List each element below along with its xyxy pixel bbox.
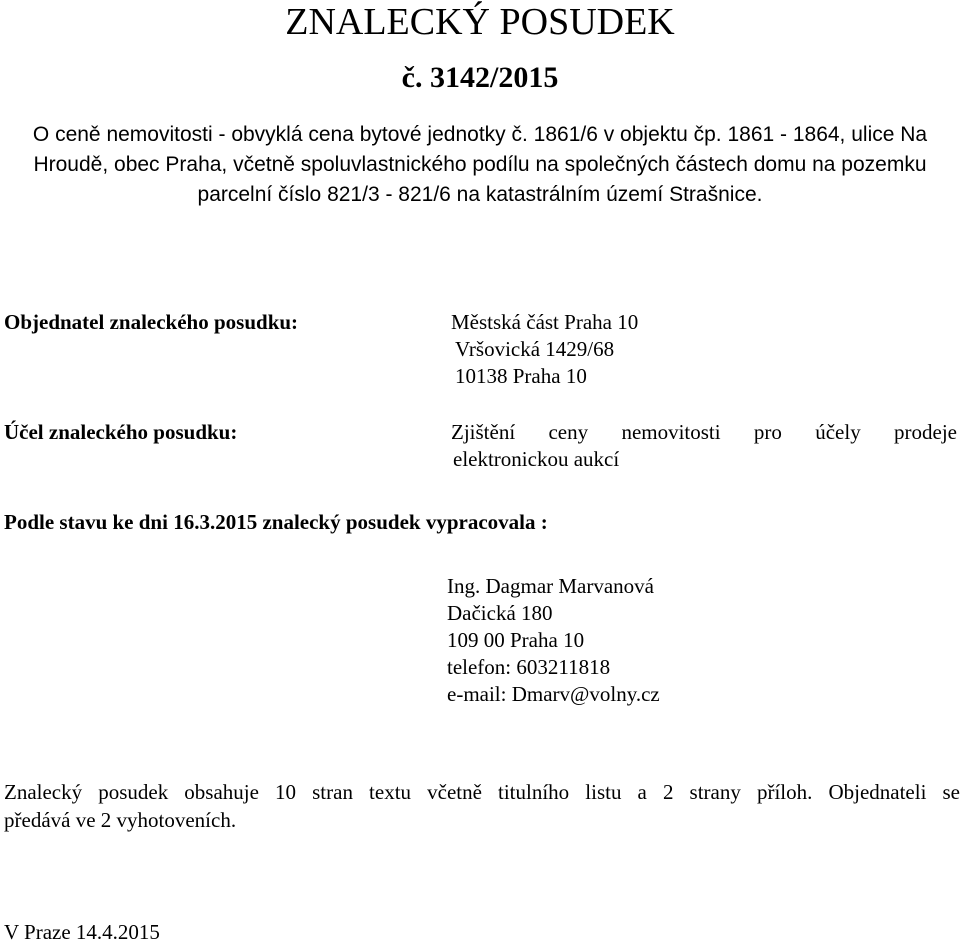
state-statement: Podle stavu ke dni 16.3.2015 znalecký posudek vypracovala : xyxy=(4,510,548,534)
expert-phone: telefon: 603211818 xyxy=(447,655,611,679)
subject-line: O ceně nemovitosti - obvyklá cena bytové jednotky č. 1861/6 v objektu čp. 1861 - 1864, ulice Na xyxy=(32,123,928,146)
footer-line1: Znalecký posudek obsahuje 10 stran textu včetně titulního listu a 2 strany příloh. Objednateli se xyxy=(4,780,960,804)
purpose-text-line2: elektronickou aukcí xyxy=(453,447,620,471)
expert-city: 109 00 Praha 10 xyxy=(447,628,585,652)
footer-line2: předává ve 2 vyhotoveních. xyxy=(4,808,237,832)
expert-email: e-mail: Dmarv@volny.cz xyxy=(447,682,660,706)
client-street: Vršovická 1429/68 xyxy=(455,337,615,361)
document-number: č. 3142/2015 xyxy=(401,61,559,94)
purpose-text-line1: Zjištění ceny nemovitosti pro účely prodeje xyxy=(451,420,957,444)
expert-street: Dačická 180 xyxy=(447,601,553,625)
place-date: V Praze 14.4.2015 xyxy=(4,920,160,944)
client-name: Městská část Praha 10 xyxy=(451,310,639,334)
document-subject xyxy=(0,120,960,210)
expert-name: Ing. Dagmar Marvanová xyxy=(447,574,655,598)
subject-line: parcelní číslo 821/3 - 821/6 na katastrálním území Strašnice. xyxy=(197,183,763,206)
client-label: Objednatel znaleckého posudku: xyxy=(4,310,299,334)
purpose-label: Účel znaleckého posudku: xyxy=(4,420,238,444)
subject-line: Hroudě, obec Praha, včetně spoluvlastnického podílu na společných částech domu na pozemku xyxy=(33,153,927,176)
client-city: 10138 Praha 10 xyxy=(455,364,587,388)
document-title: ZNALECKÝ POSUDEK xyxy=(285,1,675,43)
